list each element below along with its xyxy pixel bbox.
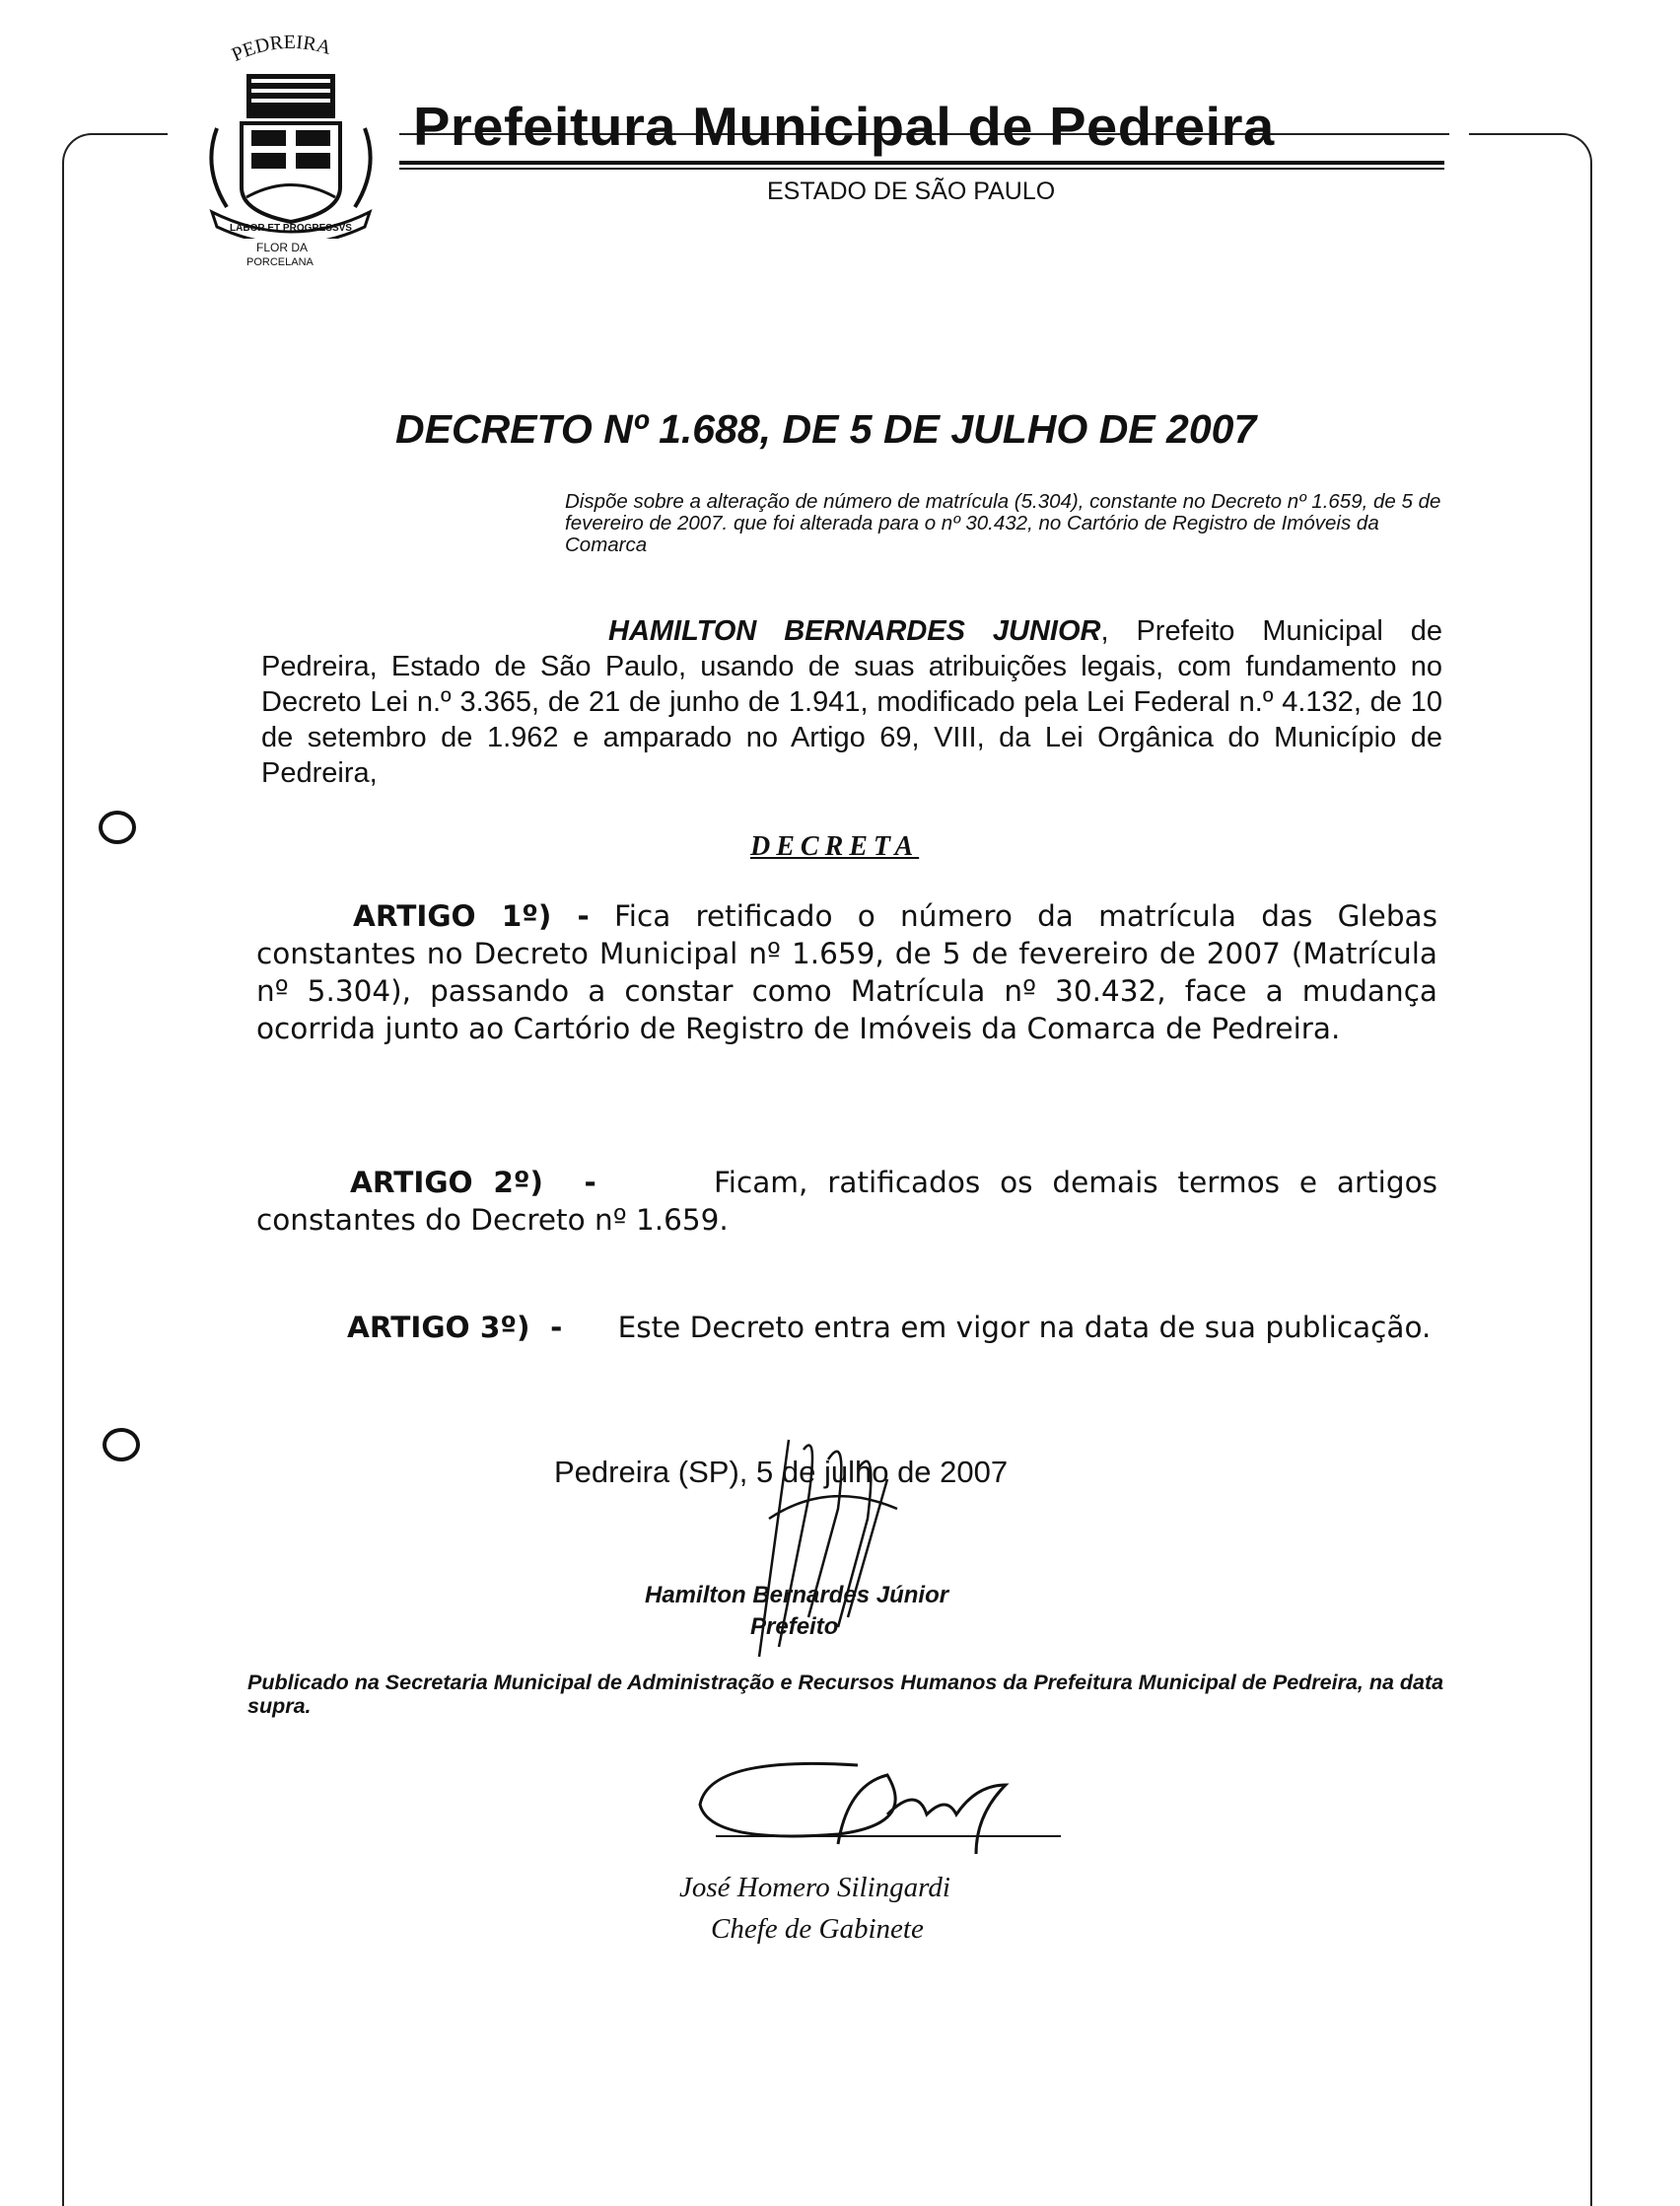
decree-summary: Dispõe sobre a alteração de número de matrícula (5.304), constante no Decreto nº 1.659, de 5 de fevereiro de 2007. que foi alterada para o nº 30.432, no Cartório de Registro de Imóveis da Comarca	[565, 490, 1441, 556]
municipal-crest-logo	[197, 30, 385, 276]
header-rule	[399, 168, 1444, 170]
crest-text: PORCELANA	[246, 256, 314, 268]
article-1	[256, 897, 1437, 1047]
decree-title: DECRETO Nº 1.688, DE 5 DE JULHO DE 2007	[395, 406, 1257, 452]
date-line: Pedreira (SP), 5 de julho de 2007	[554, 1455, 1009, 1489]
header-rule	[399, 161, 1444, 165]
article-text: Ficam, ratificados os demais termos e artigos constantes do Decreto nº 1.659.	[256, 1166, 1447, 1237]
article-2	[256, 1164, 1447, 1239]
page-header-title: Prefeitura Municipal de Pedreira	[413, 96, 1275, 157]
crest-text: FLOR DA	[256, 241, 309, 254]
mayor-signature	[749, 1420, 946, 1672]
chief-signature	[690, 1745, 1015, 1869]
article-label: ARTIGO 2º) -	[350, 1166, 596, 1199]
header-subtitle: ESTADO DE SÃO PAULO	[767, 178, 1056, 205]
svg-text:PEDREIRA	[229, 32, 334, 66]
article-text: Fica retificado o número da matrícula das Glebas constantes no Decreto Municipal nº 1.659, de 5 de fevereiro de 2007 (Matrícula nº 5.304), passando a constar como Matrícula nº 30.432, face a mudança ocorrida junto ao Cartório de Registro de Imóveis da Comarca de Pedreira.	[256, 899, 1438, 1045]
signer-name: Hamilton Bernardes Júnior	[645, 1582, 949, 1608]
preamble-text: , Prefeito Municipal de Pedreira, Estado de São Paulo, usando de suas atribuições legais, com fundamento no Decreto Lei n.º 3.365, de 21 de junho de 1.941, modificado pela Lei Federal n.º 4.132, de 10 de setembro de 1.962 e amparado no Artigo 69, VIII, da Lei Orgânica do Município de Pedreira,	[261, 615, 1442, 789]
frame-gap	[1449, 123, 1469, 143]
signer-role: Prefeito	[750, 1613, 839, 1640]
crest-motto: LABOR ET PROGRESSVS	[230, 223, 352, 234]
mayor-name: HAMILTON BERNARDES JUNIOR	[608, 615, 1101, 647]
signature-line	[716, 1835, 1061, 1837]
second-signer-role: Chefe de Gabinete	[711, 1913, 924, 1945]
decreta-heading: DECRETA	[750, 831, 920, 862]
crest-top-text: PEDREIRA	[228, 31, 334, 66]
decree-preamble	[261, 613, 1442, 791]
article-3	[256, 1309, 1437, 1346]
publication-note: Publicado na Secretaria Municipal de Administração e Recursos Humanos da Prefeitura Municipal de Pedreira, na data supra.	[247, 1671, 1444, 1718]
article-text: Este Decreto entra em vigor na data de sua publicação.	[562, 1311, 1432, 1344]
punch-hole-mark	[99, 811, 136, 844]
article-label: ARTIGO 3º) -	[347, 1311, 563, 1344]
punch-hole-mark	[103, 1428, 140, 1461]
second-signer-name: José Homero Silingardi	[679, 1872, 950, 1903]
article-label: ARTIGO 1º) -	[353, 899, 590, 933]
